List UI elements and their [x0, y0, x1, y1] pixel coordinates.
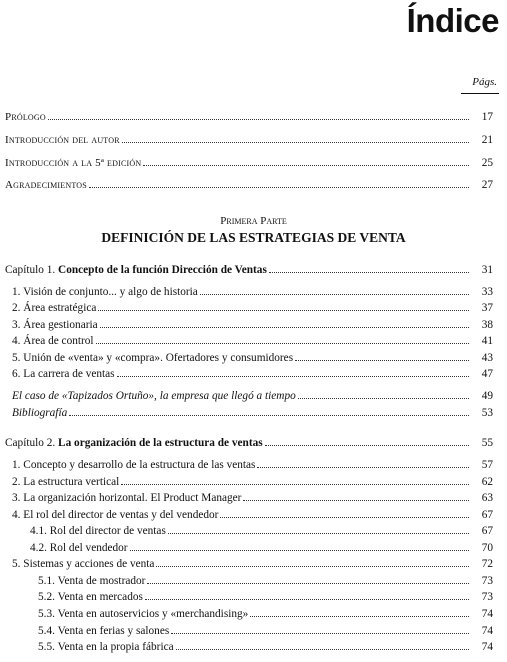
chapter-prefix: Capítulo 1.	[5, 264, 56, 276]
toc-section	[12, 508, 493, 522]
entry-page: 73	[481, 575, 493, 587]
entry-label: Introducción a la 5ª edición	[5, 157, 142, 169]
chapter-label	[5, 263, 267, 277]
leader-dots	[250, 607, 469, 617]
toc-subsection	[38, 624, 493, 638]
leader-dots	[100, 318, 469, 328]
entry-page: 53	[481, 407, 493, 419]
entry-page: 55	[481, 437, 493, 449]
leader-dots	[168, 524, 469, 534]
entry-page: 67	[481, 525, 493, 537]
chapter-title: Concepto de la función Dirección de Ventas	[58, 264, 267, 276]
leader-dots	[89, 178, 469, 188]
entry-label: 4. Área de control	[12, 335, 94, 347]
entry-label: 5. Sistemas y acciones de venta	[12, 558, 155, 570]
entry-page: 43	[481, 352, 493, 364]
toc-subsection	[30, 541, 493, 555]
entry-label: 4. El rol del director de ventas y del vendedor	[12, 509, 219, 521]
entry-page: 74	[481, 625, 493, 637]
entry-page: 41	[481, 335, 493, 347]
leader-dots	[265, 436, 469, 446]
leader-dots	[117, 367, 469, 377]
toc-section	[12, 475, 493, 489]
leader-dots	[98, 301, 469, 311]
toc-section	[12, 318, 493, 332]
entry-page: 37	[481, 302, 493, 314]
entry-label: 4.2. Rol del vendedor	[30, 542, 128, 554]
entry-label: 3. Área gestionaria	[12, 319, 98, 331]
leader-dots	[122, 133, 469, 143]
entry-page: 25	[481, 157, 493, 169]
toc-entry-introduccion-5-edicion	[5, 156, 493, 170]
entry-page: 27	[481, 179, 493, 191]
entry-page: 31	[481, 264, 493, 276]
entry-page: 38	[481, 319, 493, 331]
chapter-title: La organización de la estructura de ventas	[58, 437, 263, 449]
entry-page: 21	[481, 134, 493, 146]
entry-page: 57	[481, 459, 493, 471]
entry-page: 72	[481, 558, 493, 570]
entry-label: Introducción del autor	[5, 134, 120, 146]
toc-section	[12, 351, 493, 365]
entry-page: 62	[481, 476, 493, 488]
leader-dots	[171, 624, 469, 634]
pages-label-underline	[461, 93, 499, 94]
entry-label: 1. Concepto y desarrollo de la estructura de las ventas	[12, 459, 256, 471]
leader-dots	[269, 263, 469, 273]
leader-dots	[121, 475, 469, 485]
toc-section	[12, 491, 493, 505]
toc-subsection	[38, 574, 493, 588]
entry-label: Prólogo	[5, 111, 46, 123]
toc-entry-agradecimientos	[5, 178, 493, 192]
toc-entry-prologo	[5, 110, 493, 124]
entry-label: 5.4. Venta en ferias y salones	[38, 625, 170, 637]
entry-label: 3. La organización horizontal. El Product Manager	[12, 492, 242, 504]
entry-label: 2. La estructura vertical	[12, 476, 120, 488]
pages-column-label: Págs.	[472, 76, 497, 88]
toc-section	[12, 458, 493, 472]
toc-section	[12, 367, 493, 381]
leader-dots	[130, 541, 469, 551]
entry-label: Bibliografía	[12, 407, 68, 419]
toc-subsection	[38, 640, 493, 654]
toc-entry-introduccion-autor	[5, 133, 493, 147]
entry-label: 2. Área estratégica	[12, 302, 97, 314]
toc-bibliography	[12, 406, 493, 420]
entry-label: Agradecimientos	[5, 179, 87, 191]
toc-section	[12, 557, 493, 571]
entry-page: 73	[481, 591, 493, 603]
leader-dots	[220, 508, 469, 518]
page-title: Índice	[406, 2, 499, 39]
entry-page: 67	[481, 509, 493, 521]
part-title: DEFINICIÓN DE LAS ESTRATEGIAS DE VENTA	[101, 230, 406, 245]
toc-section	[12, 285, 493, 299]
toc-chapter-1	[5, 263, 493, 277]
toc-chapter-2	[5, 436, 493, 450]
leader-dots	[176, 640, 469, 650]
entry-label: 5.2. Venta en mercados	[38, 591, 143, 603]
entry-page: 47	[481, 368, 493, 380]
leader-dots	[200, 285, 469, 295]
entry-label: 5.5. Venta en la propia fábrica	[38, 641, 174, 653]
leader-dots	[69, 406, 469, 416]
entry-label: 4.1. Rol del director de ventas	[30, 525, 166, 537]
part-label: Primera Parte	[220, 215, 287, 227]
toc-subsection	[38, 607, 493, 621]
leader-dots	[143, 156, 469, 166]
entry-page: 63	[481, 492, 493, 504]
toc-subsection	[30, 524, 493, 538]
entry-label: El caso de «Tapizados Ortuño», la empresa que llegó a tiempo	[12, 390, 296, 402]
chapter-prefix: Capítulo 2.	[5, 437, 56, 449]
leader-dots	[48, 110, 469, 120]
toc-section	[12, 334, 493, 348]
leader-dots	[295, 351, 469, 361]
leader-dots	[96, 334, 469, 344]
toc-case-study	[12, 389, 493, 403]
leader-dots	[147, 574, 469, 584]
entry-page: 74	[481, 608, 493, 620]
entry-page: 74	[481, 641, 493, 653]
leader-dots	[257, 458, 469, 468]
entry-page: 17	[481, 111, 493, 123]
leader-dots	[298, 389, 469, 399]
toc-section	[12, 301, 493, 315]
entry-label: 5.1. Venta de mostrador	[38, 575, 146, 587]
entry-page: 33	[481, 286, 493, 298]
entry-label: 5.3. Venta en autoservicios y «merchandising»	[38, 608, 249, 620]
entry-page: 49	[481, 390, 493, 402]
chapter-label	[5, 436, 263, 450]
leader-dots	[156, 557, 469, 567]
entry-page: 70	[481, 542, 493, 554]
entry-label: 1. Visión de conjunto... y algo de historia	[12, 286, 198, 298]
entry-label: 5. Unión de «venta» y «compra». Ofertadores y consumidores	[12, 352, 294, 364]
entry-label: 6. La carrera de ventas	[12, 368, 115, 380]
leader-dots	[243, 491, 469, 501]
toc-subsection	[38, 590, 493, 604]
leader-dots	[145, 590, 469, 600]
